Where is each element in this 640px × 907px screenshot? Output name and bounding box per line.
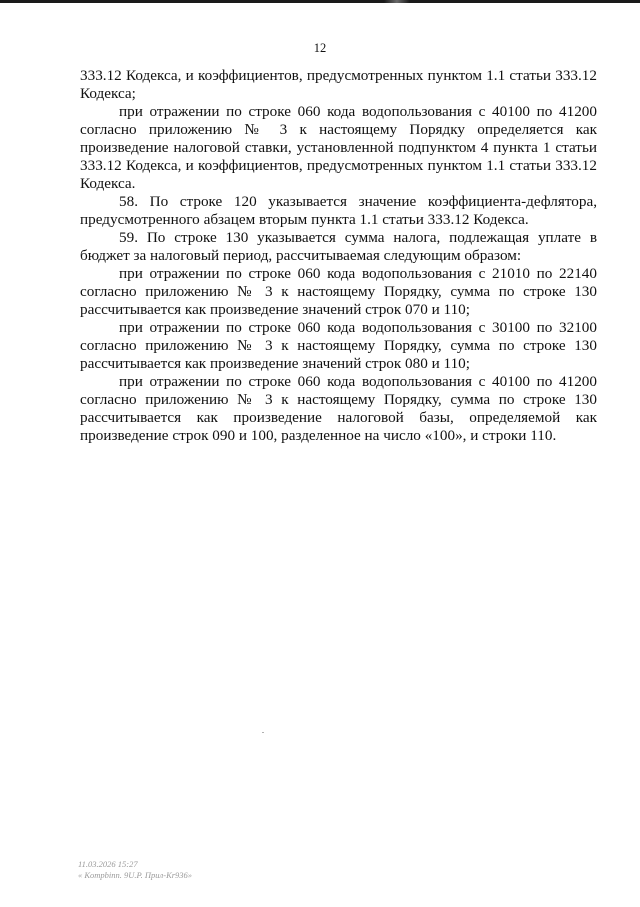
paragraph-tax-code-30100: при отражении по строке 060 кода водопользования с 30100 по 32100 согласно приложению № 3 к настоящему Порядку, сумма по строке 130 рассчитывается как произведение значений строк 080 и 110; xyxy=(80,319,597,372)
footer-stamp-file: « Kompbinn. 9U.P. Прил-Kr936» xyxy=(78,870,193,880)
paragraph-tax-code-21010: при отражении по строке 060 кода водопользования с 21010 по 22140 согласно приложению № 3 к настоящему Порядку, сумма по строке 130 рассчитывается как произведение значений строк 070 и 110; xyxy=(80,265,597,318)
footer-stamp xyxy=(78,859,192,881)
scan-top-edge xyxy=(0,0,640,3)
paragraph-item-58: 58. По строке 120 указывается значение коэффициента-дефлятора, предусмотренного абзацем вторым пункта 1.1 статьи 333.12 Кодекса. xyxy=(80,193,597,228)
footer-stamp-date: 11.03.2026 15:27 xyxy=(78,859,138,869)
paragraph-continuation: 333.12 Кодекса, и коэффициентов, предусмотренных пунктом 1.1 статьи 333.12 Кодекса; xyxy=(80,67,597,102)
paragraph-item-59: 59. По строке 130 указывается сумма налога, подлежащая уплате в бюджет за налоговый период, рассчитываемая следующим образом: xyxy=(80,229,597,264)
scan-speck xyxy=(262,732,264,733)
paragraph-water-code-40100: при отражении по строке 060 кода водопользования с 40100 по 41200 согласно приложению № 3 к настоящему Порядку определяется как произведение налоговой ставки, установленной подпунктом 4 пункта 1 статьи 333.12 Кодекса, и коэффициентов, предусмотренных пунктом 1.1 статьи 333.12 Кодекса. xyxy=(80,103,597,192)
page-number: 12 xyxy=(313,41,327,55)
document-body xyxy=(80,67,597,445)
paragraph-tax-code-40100: при отражении по строке 060 кода водопользования с 40100 по 41200 согласно приложению № 3 к настоящему Порядку, сумма по строке 130 рассчитывается как произведение налоговой базы, определяемой как произведение строк 090 и 100, разделенное на число «100», и строки 110. xyxy=(80,373,597,444)
